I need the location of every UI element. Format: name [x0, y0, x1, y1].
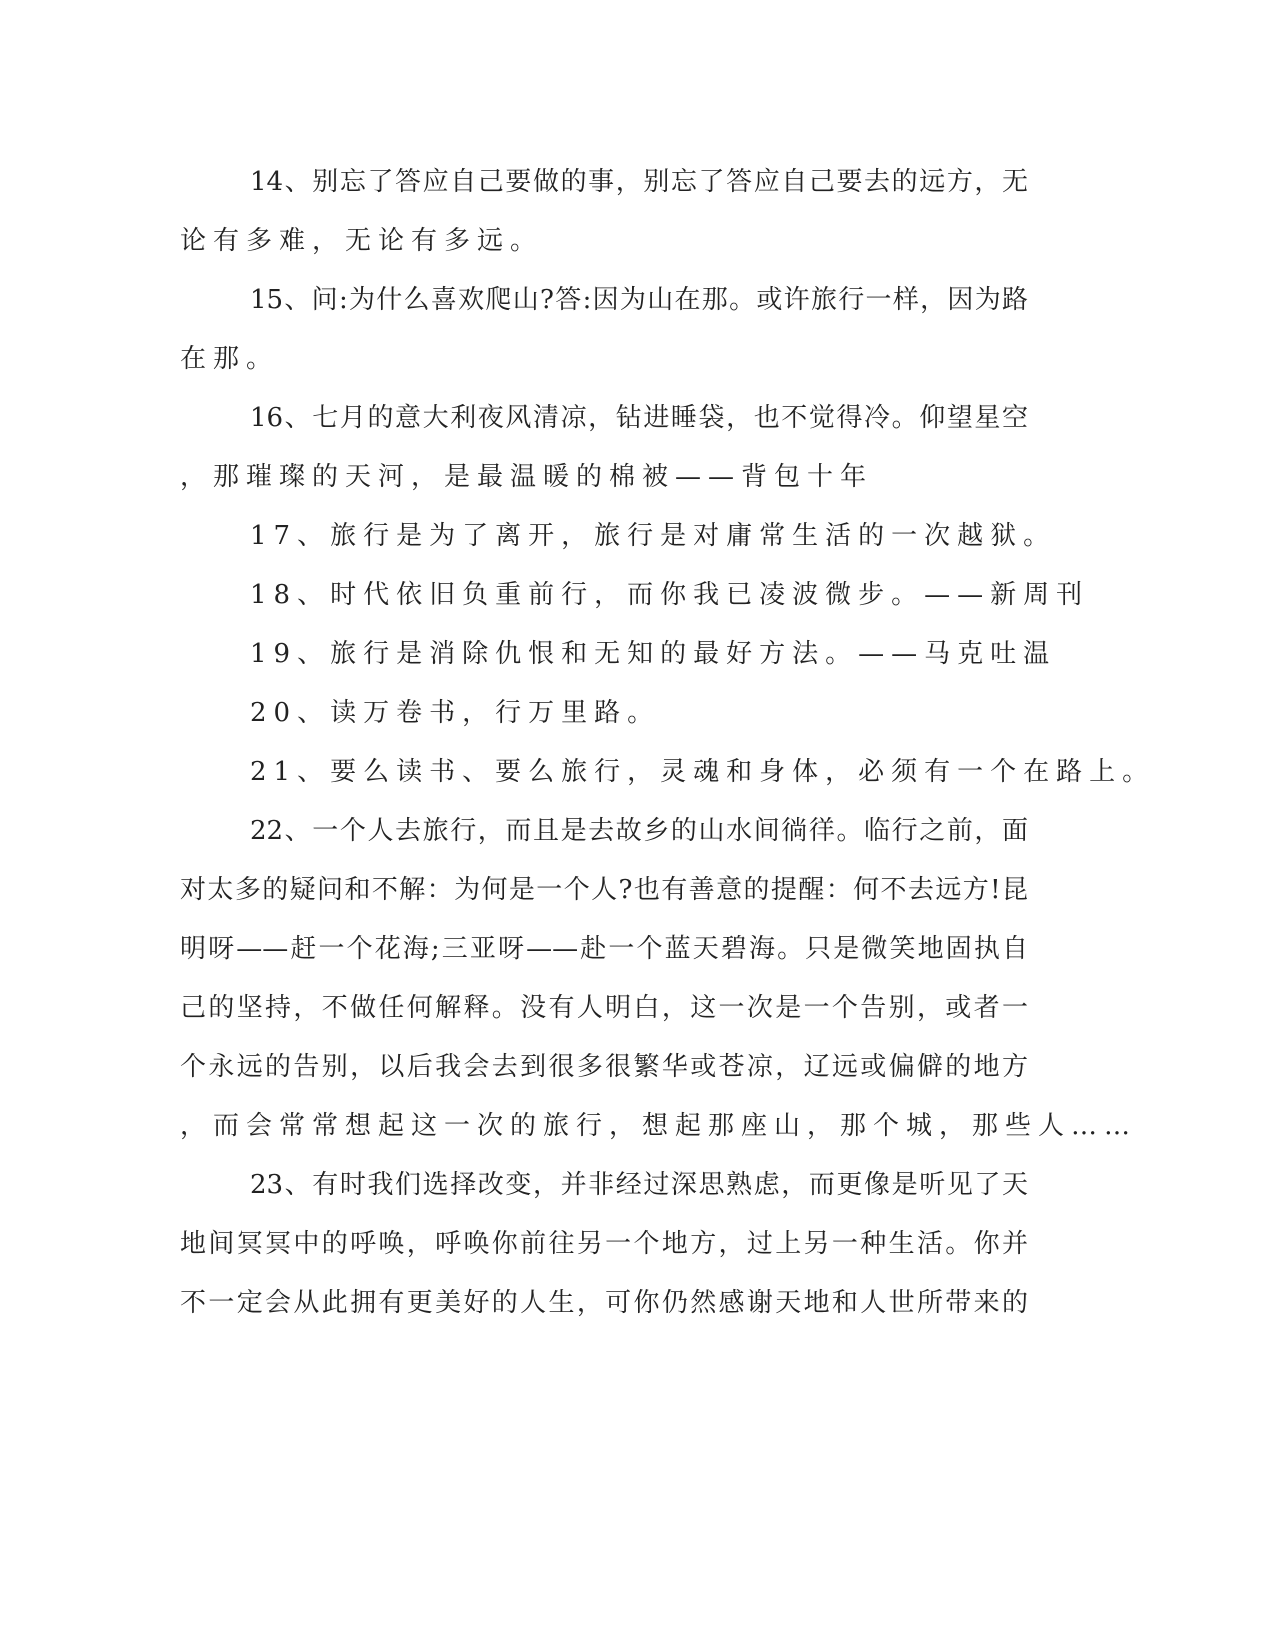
- paragraph-17: [180, 516, 1057, 575]
- text-line: ，而会常常想起这一次的旅行，想起那座山，那个城，那些人……: [180, 1111, 1138, 1141]
- paragraph-23: [180, 1165, 1028, 1342]
- paragraph-16: [180, 398, 1028, 516]
- text-line: ，那璀璨的天河，是最温暖的棉被——背包十年: [180, 462, 874, 492]
- text-line: 15、问:为什么喜欢爬山?答:因为山在那。或许旅行一样，因为路: [250, 285, 1028, 315]
- text-line: 23、有时我们选择改变，并非经过深思熟虑，而更像是听见了天: [250, 1170, 1028, 1200]
- text-line: 22、一个人去旅行，而且是去故乡的山水间徜徉。临行之前，面: [250, 816, 1028, 846]
- text-line: 16、七月的意大利夜风清凉，钻进睡袋，也不觉得冷。仰望星空: [250, 403, 1028, 433]
- text-line: 17、旅行是为了离开，旅行是对庸常生活的一次越狱。: [250, 521, 1057, 551]
- paragraph-18: [180, 575, 1090, 634]
- text-line: 14、别忘了答应自己要做的事，别忘了答应自己要去的远方，无: [250, 167, 1028, 197]
- paragraph-21: [180, 752, 1156, 811]
- paragraph-22: [180, 811, 1138, 1165]
- text-line: 18、时代依旧负重前行，而你我已凌波微步。——新周刊: [250, 580, 1090, 610]
- paragraph-14: [180, 162, 1028, 280]
- text-line: 21、要么读书、要么旅行，灵魂和身体，必须有一个在路上。: [250, 757, 1156, 787]
- text-line: 19、旅行是消除仇恨和无知的最好方法。——马克吐温: [250, 639, 1057, 669]
- text-line: 在那。: [180, 344, 280, 374]
- text-line: 论有多难，无论有多远。: [180, 226, 544, 256]
- text-line: 明呀——赶一个花海;三亚呀——赴一个蓝天碧海。只是微笑地固执自: [180, 934, 1028, 964]
- text-line: 个永远的告别，以后我会去到很多很繁华或苍凉，辽远或偏僻的地方: [180, 1052, 1028, 1082]
- paragraph-15: [180, 280, 1028, 398]
- text-line: 20、读万卷书，行万里路。: [250, 698, 661, 728]
- paragraph-20: [180, 693, 1028, 752]
- text-line: 对太多的疑问和不解：为何是一个人?也有善意的提醒：何不去远方!昆: [180, 875, 1028, 905]
- paragraph-19: [180, 634, 1057, 693]
- document-body: [180, 162, 1156, 1342]
- text-line: 己的坚持，不做任何解释。没有人明白，这一次是一个告别，或者一: [180, 993, 1028, 1023]
- text-line: 不一定会从此拥有更美好的人生，可你仍然感谢天地和人世所带来的: [180, 1288, 1028, 1318]
- text-line: 地间冥冥中的呼唤，呼唤你前往另一个地方，过上另一种生活。你并: [180, 1229, 1028, 1259]
